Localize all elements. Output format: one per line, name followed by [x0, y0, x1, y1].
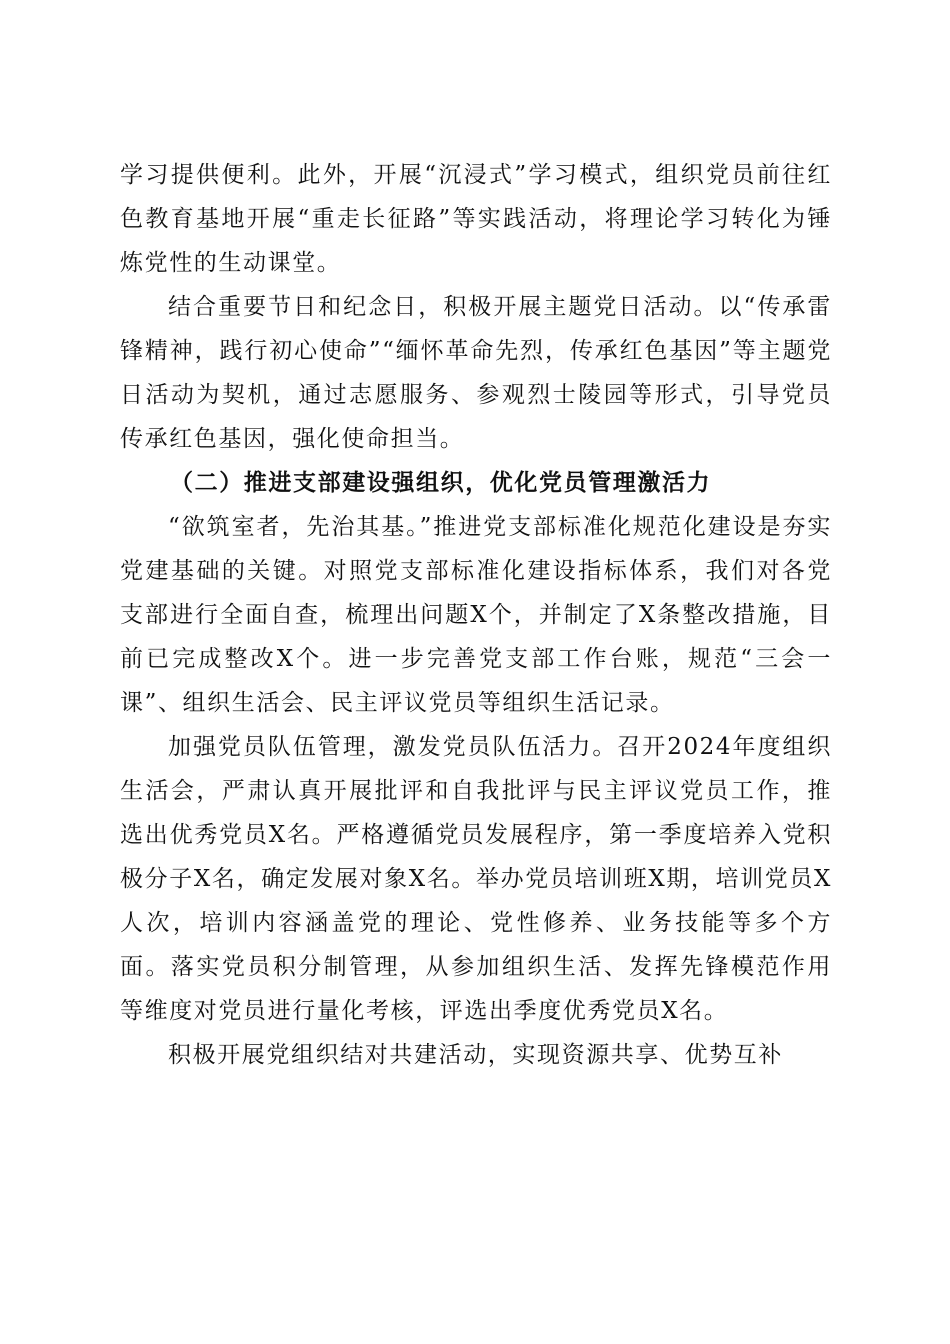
document-body — [120, 153, 832, 1077]
paragraph-continuation: 学习提供便利。此外，开展“沉浸式”学习模式，组织党员前往红色教育基地开展“重走长征路”等实践活动，将理论学习转化为锤炼党性的生动课堂。 — [120, 162, 832, 276]
paragraph-theme-party-day: 结合重要节日和纪念日，积极开展主题党日活动。以“传承雷锋精神，践行初心使命”“缅怀革命先烈，传承红色基因”等主题党日活动为契机，通过志愿服务、参观烈士陵园等形式，引导党员传承红色基因，强化使命担当。 — [120, 294, 832, 452]
section-heading: （二）推进支部建设强组织，优化党员管理激活力 — [170, 469, 712, 496]
paragraph-member-management: 加强党员队伍管理，激发党员队伍活力。召开2024年度组织生活会，严肃认真开展批评和自我批评与民主评议党员工作，推选出优秀党员X名。严格遵循党员发展程序，第一季度培养入党积极分子X名，确定发展对象X名。举办党员培训班X期，培训党员X人次，培训内容涵盖党的理论、党性修养、业务技能等多个方面。落实党员积分制管理，从参加组织生活、发挥先锋模范作用等维度对党员进行量化考核，评选出季度优秀党员X名。 — [120, 734, 832, 1024]
paragraph-branch-standardization: “欲筑室者，先治其基。”推进党支部标准化规范化建设是夯实党建基础的关键。对照党支部标准化建设指标体系，我们对各党支部进行全面自查，梳理出问题X个，并制定了X条整改措施，目前已完成整改X个。进一步完善党支部工作台账，规范“三会一课”、组织生活会、民主评议党员等组织生活记录。 — [120, 514, 832, 716]
paragraph-joint-construction: 积极开展党组织结对共建活动，实现资源共享、优势互补 — [168, 1042, 783, 1068]
